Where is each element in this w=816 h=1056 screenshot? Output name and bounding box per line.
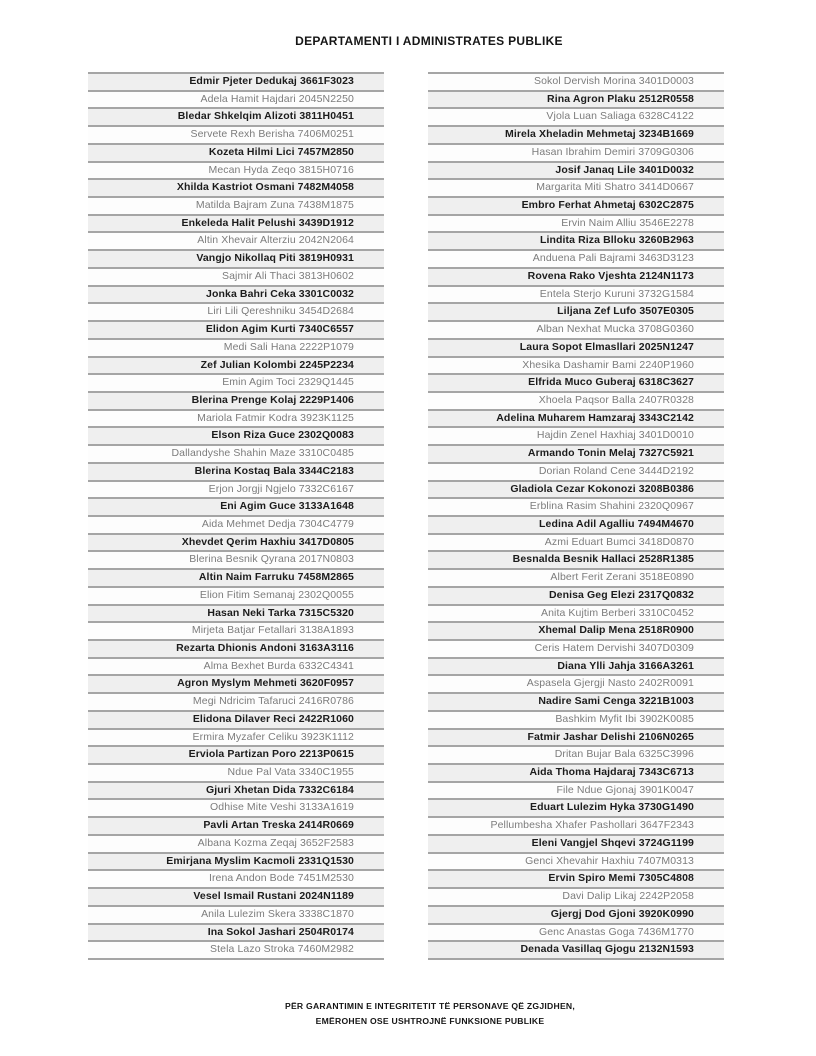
list-item: Liljana Zef Lufo 3507E0305: [428, 302, 724, 320]
list-item: Genc Anastas Goga 7436M1770: [428, 923, 724, 941]
list-item: Blerina Besnik Qyrana 2017N0803: [88, 550, 384, 568]
list-item: Rezarta Dhionis Andoni 3163A3116: [88, 639, 384, 657]
list-item: Dallandyshe Shahin Maze 3310C0485: [88, 444, 384, 462]
list-item: Aida Thoma Hajdaraj 7343C6713: [428, 763, 724, 781]
list-item: Erjon Jorgji Ngjelo 7332C6167: [88, 480, 384, 498]
list-item: Ndue Pal Vata 3340C1955: [88, 763, 384, 781]
footer-note: [0, 999, 816, 1029]
list-item: Entela Sterjo Kuruni 3732G1584: [428, 285, 724, 303]
list-item: Sokol Dervish Morina 3401D0003: [428, 72, 724, 90]
list-item: Rovena Rako Vjeshta 2124N1173: [428, 267, 724, 285]
list-item: Mariola Fatmir Kodra 3923K1125: [88, 409, 384, 427]
list-item: Blerina Kostaq Bala 3344C2183: [88, 462, 384, 480]
list-item: Margarita Miti Shatro 3414D0667: [428, 178, 724, 196]
list-item: Anila Lulezim Skera 3338C1870: [88, 905, 384, 923]
list-item: Xhoela Paqsor Balla 2407R0328: [428, 391, 724, 409]
list-item: Blerina Prenge Kolaj 2229P1406: [88, 391, 384, 409]
list-item: Nadire Sami Cenga 3221B1003: [428, 692, 724, 710]
list-item: Lindita Riza Blloku 3260B2963: [428, 231, 724, 249]
list-item: Eduart Lulezim Hyka 3730G1490: [428, 798, 724, 816]
list-item: Dorian Roland Cene 3444D2192: [428, 462, 724, 480]
list-item: Xhemal Dalip Mena 2518R0900: [428, 621, 724, 639]
list-item: Genci Xhevahir Haxhiu 7407M0313: [428, 852, 724, 870]
list-item: Emin Agim Toci 2329Q1445: [88, 373, 384, 391]
list-item: Ervin Naim Alliu 3546E2278: [428, 214, 724, 232]
list-item: Emirjana Myslim Kacmoli 2331Q1530: [88, 852, 384, 870]
list-item: Ermira Myzafer Celiku 3923K1112: [88, 728, 384, 746]
list-item: Gjergj Dod Gjoni 3920K0990: [428, 905, 724, 923]
list-item: Megi Ndricim Tafaruci 2416R0786: [88, 692, 384, 710]
list-item: Josif Janaq Lile 3401D0032: [428, 161, 724, 179]
list-item: Vjola Luan Saliaga 6328C4122: [428, 107, 724, 125]
list-item: Eni Agim Guce 3133A1648: [88, 497, 384, 515]
footer-line-2: EMËROHEN OSE USHTROJNË FUNKSIONE PUBLIKE: [315, 1016, 545, 1026]
list-item: Ceris Hatem Dervishi 3407D0309: [428, 639, 724, 657]
list-item: Elion Fitim Semanaj 2302Q0055: [88, 586, 384, 604]
list-item: Adelina Muharem Hamzaraj 3343C2142: [428, 409, 724, 427]
list-item: Xhesika Dashamir Bami 2240P1960: [428, 356, 724, 374]
list-item: Albana Kozma Zeqaj 3652F2583: [88, 834, 384, 852]
list-item: Bledar Shkelqim Alizoti 3811H0451: [88, 107, 384, 125]
list-item: Anita Kujtim Berberi 3310C0452: [428, 604, 724, 622]
name-list-left-column: [88, 72, 384, 960]
list-item: Xhilda Kastriot Osmani 7482M4058: [88, 178, 384, 196]
list-item: Diana Ylli Jahja 3166A3261: [428, 657, 724, 675]
list-item: Medi Sali Hana 2222P1079: [88, 338, 384, 356]
list-item: Vangjo Nikollaq Piti 3819H0931: [88, 249, 384, 267]
list-item: Agron Myslym Mehmeti 3620F0957: [88, 674, 384, 692]
list-item: Elidona Dilaver Reci 2422R1060: [88, 710, 384, 728]
list-item: Denisa Geg Elezi 2317Q0832: [428, 586, 724, 604]
list-item: Elidon Agim Kurti 7340C6557: [88, 320, 384, 338]
list-item: Kozeta Hilmi Lici 7457M2850: [88, 143, 384, 161]
list-item: Zef Julian Kolombi 2245P2234: [88, 356, 384, 374]
list-item: Xhevdet Qerim Haxhiu 3417D0805: [88, 533, 384, 551]
list-item: Servete Rexh Berisha 7406M0251: [88, 125, 384, 143]
list-item: Bashkim Myfit Ibi 3902K0085: [428, 710, 724, 728]
list-item: Liri Lili Qereshniku 3454D2684: [88, 302, 384, 320]
list-item: Aida Mehmet Dedja 7304C4779: [88, 515, 384, 533]
list-item: Davi Dalip Likaj 2242P2058: [428, 887, 724, 905]
name-list-right-column: [428, 72, 724, 960]
list-item: Dritan Bujar Bala 6325C3996: [428, 745, 724, 763]
list-item: Mirjeta Batjar Fetallari 3138A1893: [88, 621, 384, 639]
list-item: Hasan Ibrahim Demiri 3709G0306: [428, 143, 724, 161]
list-item: Hajdin Zenel Haxhiaj 3401D0010: [428, 426, 724, 444]
list-item: Pellumbesha Xhafer Pashollari 3647F2343: [428, 816, 724, 834]
list-item: Ina Sokol Jashari 2504R0174: [88, 923, 384, 941]
list-item: Alban Nexhat Mucka 3708G0360: [428, 320, 724, 338]
list-item: Embro Ferhat Ahmetaj 6302C2875: [428, 196, 724, 214]
list-item: Hasan Neki Tarka 7315C5320: [88, 604, 384, 622]
list-item: Mecan Hyda Zeqo 3815H0716: [88, 161, 384, 179]
list-item: Vesel Ismail Rustani 2024N1189: [88, 887, 384, 905]
list-item: Matilda Bajram Zuna 7438M1875: [88, 196, 384, 214]
list-item: Elfrida Muco Guberaj 6318C3627: [428, 373, 724, 391]
list-item: Enkeleda Halit Pelushi 3439D1912: [88, 214, 384, 232]
list-item: Edmir Pjeter Dedukaj 3661F3023: [88, 72, 384, 90]
list-item: Alma Bexhet Burda 6332C4341: [88, 657, 384, 675]
list-item: Elson Riza Guce 2302Q0083: [88, 426, 384, 444]
list-item: Besnalda Besnik Hallaci 2528R1385: [428, 550, 724, 568]
list-item: Ervin Spiro Memi 7305C4808: [428, 869, 724, 887]
list-item: Adela Hamit Hajdari 2045N2250: [88, 90, 384, 108]
list-item: Eleni Vangjel Shqevi 3724G1199: [428, 834, 724, 852]
list-item: Albert Ferit Zerani 3518E0890: [428, 568, 724, 586]
list-item: Aspasela Gjergji Nasto 2402R0091: [428, 674, 724, 692]
list-item: Irena Andon Bode 7451M2530: [88, 869, 384, 887]
list-item: Rina Agron Plaku 2512R0558: [428, 90, 724, 108]
list-item: Ledina Adil Agalliu 7494M4670: [428, 515, 724, 533]
list-item: Gjuri Xhetan Dida 7332C6184: [88, 781, 384, 799]
list-item: Altin Xhevair Alterziu 2042N2064: [88, 231, 384, 249]
list-item: Sajmir Ali Thaci 3813H0602: [88, 267, 384, 285]
list-item: Azmi Eduart Bumci 3418D0870: [428, 533, 724, 551]
list-item: Odhise Mite Veshi 3133A1619: [88, 798, 384, 816]
list-item: Erblina Rasim Shahini 2320Q0967: [428, 497, 724, 515]
list-item: Gladiola Cezar Kokonozi 3208B0386: [428, 480, 724, 498]
list-item: Denada Vasillaq Gjogu 2132N1593: [428, 940, 724, 958]
list-item: Mirela Xheladin Mehmetaj 3234B1669: [428, 125, 724, 143]
list-item: Stela Lazo Stroka 7460M2982: [88, 940, 384, 958]
footer-line-1: PËR GARANTIMIN E INTEGRITETIT TË PERSONAVE QË ZGJIDHEN,: [284, 1001, 576, 1011]
list-item: Armando Tonin Melaj 7327C5921: [428, 444, 724, 462]
list-item: Erviola Partizan Poro 2213P0615: [88, 745, 384, 763]
list-item: Laura Sopot Elmasllari 2025N1247: [428, 338, 724, 356]
list-item: Fatmir Jashar Delishi 2106N0265: [428, 728, 724, 746]
list-item: Jonka Bahri Ceka 3301C0032: [88, 285, 384, 303]
list-item: File Ndue Gjonaj 3901K0047: [428, 781, 724, 799]
list-item: Anduena Pali Bajrami 3463D3123: [428, 249, 724, 267]
list-item: Altin Naim Farruku 7458M2865: [88, 568, 384, 586]
page-title: DEPARTAMENTI I ADMINISTRATES PUBLIKE: [295, 34, 563, 48]
list-item: Pavli Artan Treska 2414R0669: [88, 816, 384, 834]
